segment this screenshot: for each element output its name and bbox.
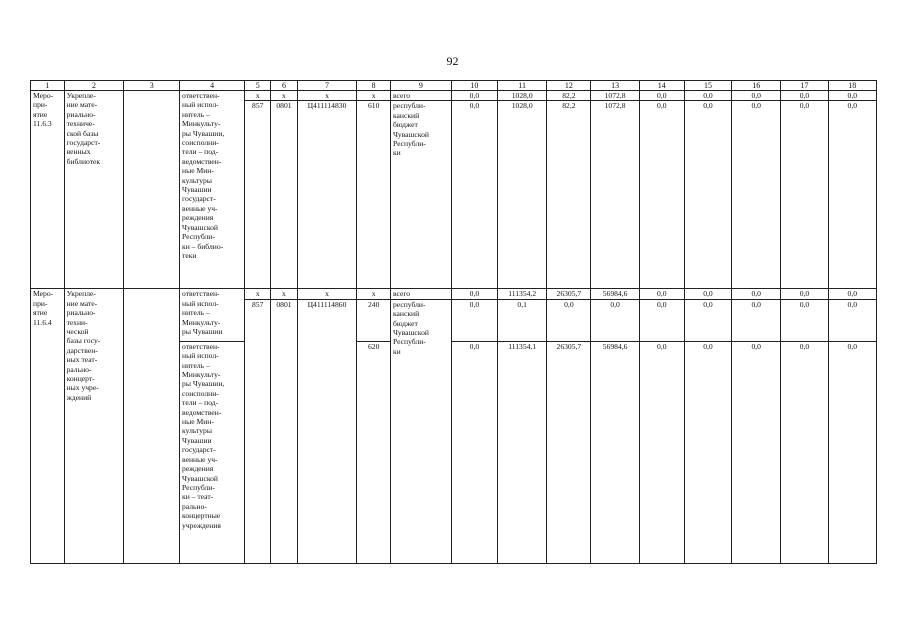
cell: 240 (357, 299, 391, 341)
cell: х (245, 91, 271, 101)
header-cell: 17 (781, 81, 828, 91)
value-cell: 111354,1 (498, 341, 547, 563)
value-cell: 0,0 (451, 101, 497, 289)
budget-table (30, 80, 877, 564)
cell: 857 (245, 299, 271, 563)
measure-code: Меро- при- ятие 11.6.4 (31, 289, 65, 563)
value-cell: 0,0 (451, 341, 497, 563)
value-cell: 0,0 (684, 101, 731, 289)
value-cell: 0,0 (781, 91, 828, 101)
header-cell: 2 (64, 81, 124, 91)
value-cell: 0,0 (828, 299, 876, 341)
value-cell: 0,0 (639, 101, 684, 289)
header-cell: 1 (31, 81, 65, 91)
value-cell: 0,0 (451, 299, 497, 341)
value-cell: 0,0 (828, 289, 876, 299)
cell: 0801 (271, 101, 297, 289)
value-cell: 0,0 (684, 299, 731, 341)
value-cell: 0,0 (781, 299, 828, 341)
value-cell: 0,0 (828, 101, 876, 289)
header-cell: 6 (271, 81, 297, 91)
value-cell: 0,0 (639, 341, 684, 563)
value-cell: 26305,7 (547, 289, 591, 299)
value-cell: 111354,2 (498, 289, 547, 299)
value-cell: 0,0 (781, 101, 828, 289)
executor: ответствен- ный испол- нитель – Минкульту- ры Чувашии, соисполни- тели – под- ведомствен- ные Мин- культуры Чувашии государст- венные уч- реждения Чувашской Республи- ки – библио- теки (180, 91, 245, 289)
value-cell: 0,0 (732, 341, 781, 563)
measure-code: Меро- при- ятие 11.6.3 (31, 91, 65, 289)
header-cell: 14 (639, 81, 684, 91)
cell: х (271, 289, 297, 299)
value-cell: 56984,6 (591, 341, 639, 563)
table-row (31, 91, 877, 101)
value-cell: 0,0 (451, 91, 497, 101)
page-number: 92 (446, 54, 459, 68)
header-cell: 3 (124, 81, 180, 91)
header-cell: 9 (390, 81, 451, 91)
value-cell: 0,0 (591, 299, 639, 341)
value-cell: 0,0 (639, 91, 684, 101)
cell: 0801 (271, 299, 297, 563)
value-cell: 0,0 (732, 91, 781, 101)
cell: х (245, 289, 271, 299)
value-cell: 0,0 (732, 101, 781, 289)
cell: х (297, 91, 357, 101)
value-cell: 0,0 (639, 299, 684, 341)
value-cell: 0,0 (828, 91, 876, 101)
value-cell: 0,0 (684, 341, 731, 563)
executor: ответствен- ный испол- нитель – Минкульту- ры Чувашии (180, 289, 245, 341)
value-cell: 0,0 (732, 289, 781, 299)
table-row (31, 289, 877, 299)
header-cell: 10 (451, 81, 497, 91)
value-cell: 0,0 (781, 341, 828, 563)
cell: Ц411114860 (297, 299, 357, 563)
value-cell: 1028,0 (498, 91, 547, 101)
value-cell: 26305,7 (547, 341, 591, 563)
header-cell: 8 (357, 81, 391, 91)
value-cell: 0,0 (684, 91, 731, 101)
value-cell: 1072,8 (591, 101, 639, 289)
value-cell: 1028,0 (498, 101, 547, 289)
header-cell: 16 (732, 81, 781, 91)
value-cell: 56984,6 (591, 289, 639, 299)
value-cell: 1072,8 (591, 91, 639, 101)
funding-source: республи- канский бюджет Чувашской Республи- ки (390, 101, 451, 289)
value-cell: 82,2 (547, 91, 591, 101)
cell: х (357, 91, 391, 101)
header-row (31, 81, 877, 91)
value-cell: 0,0 (451, 289, 497, 299)
value-cell: 0,0 (684, 289, 731, 299)
header-cell: 13 (591, 81, 639, 91)
value-cell: 0,1 (498, 299, 547, 341)
value-cell: 0,0 (547, 299, 591, 341)
header-cell: 5 (245, 81, 271, 91)
value-cell: 82,2 (547, 101, 591, 289)
header-cell: 18 (828, 81, 876, 91)
funding-source: всего (390, 289, 451, 299)
cell: х (357, 289, 391, 299)
header-cell: 4 (180, 81, 245, 91)
header-cell: 7 (297, 81, 357, 91)
header-cell: 11 (498, 81, 547, 91)
funding-source: всего (390, 91, 451, 101)
cell: 857 (245, 101, 271, 289)
measure-name: Укрепле- ние мате- риально- техни- ческой базы госу- дарствен- ных теат- рально- концерт- ных учре- ждений (64, 289, 124, 563)
value-cell: 0,0 (732, 299, 781, 341)
cell: х (297, 289, 357, 299)
header-cell: 15 (684, 81, 731, 91)
empty-cell (124, 91, 180, 289)
header-cell: 12 (547, 81, 591, 91)
cell: х (271, 91, 297, 101)
empty-cell (124, 289, 180, 563)
funding-source: республи- канский бюджет Чувашской Республи- ки (390, 299, 451, 563)
value-cell: 0,0 (639, 289, 684, 299)
executor: ответствен- ный испол- нитель – Минкульту- ры Чувашии, соисполни- тели – под- ведомствен- ные Мин- культуры Чувашии государст- венные уч- реждения Чувашской Республи- ки – теат- рально- концертные учреждения (180, 341, 245, 563)
value-cell: 0,0 (781, 289, 828, 299)
cell: 610 (357, 101, 391, 289)
value-cell: 0,0 (828, 341, 876, 563)
cell: 620 (357, 341, 391, 563)
measure-name: Укрепле- ние мате- риально- техниче- ской базы государст- венных библиотек (64, 91, 124, 289)
cell: Ц411114830 (297, 101, 357, 289)
